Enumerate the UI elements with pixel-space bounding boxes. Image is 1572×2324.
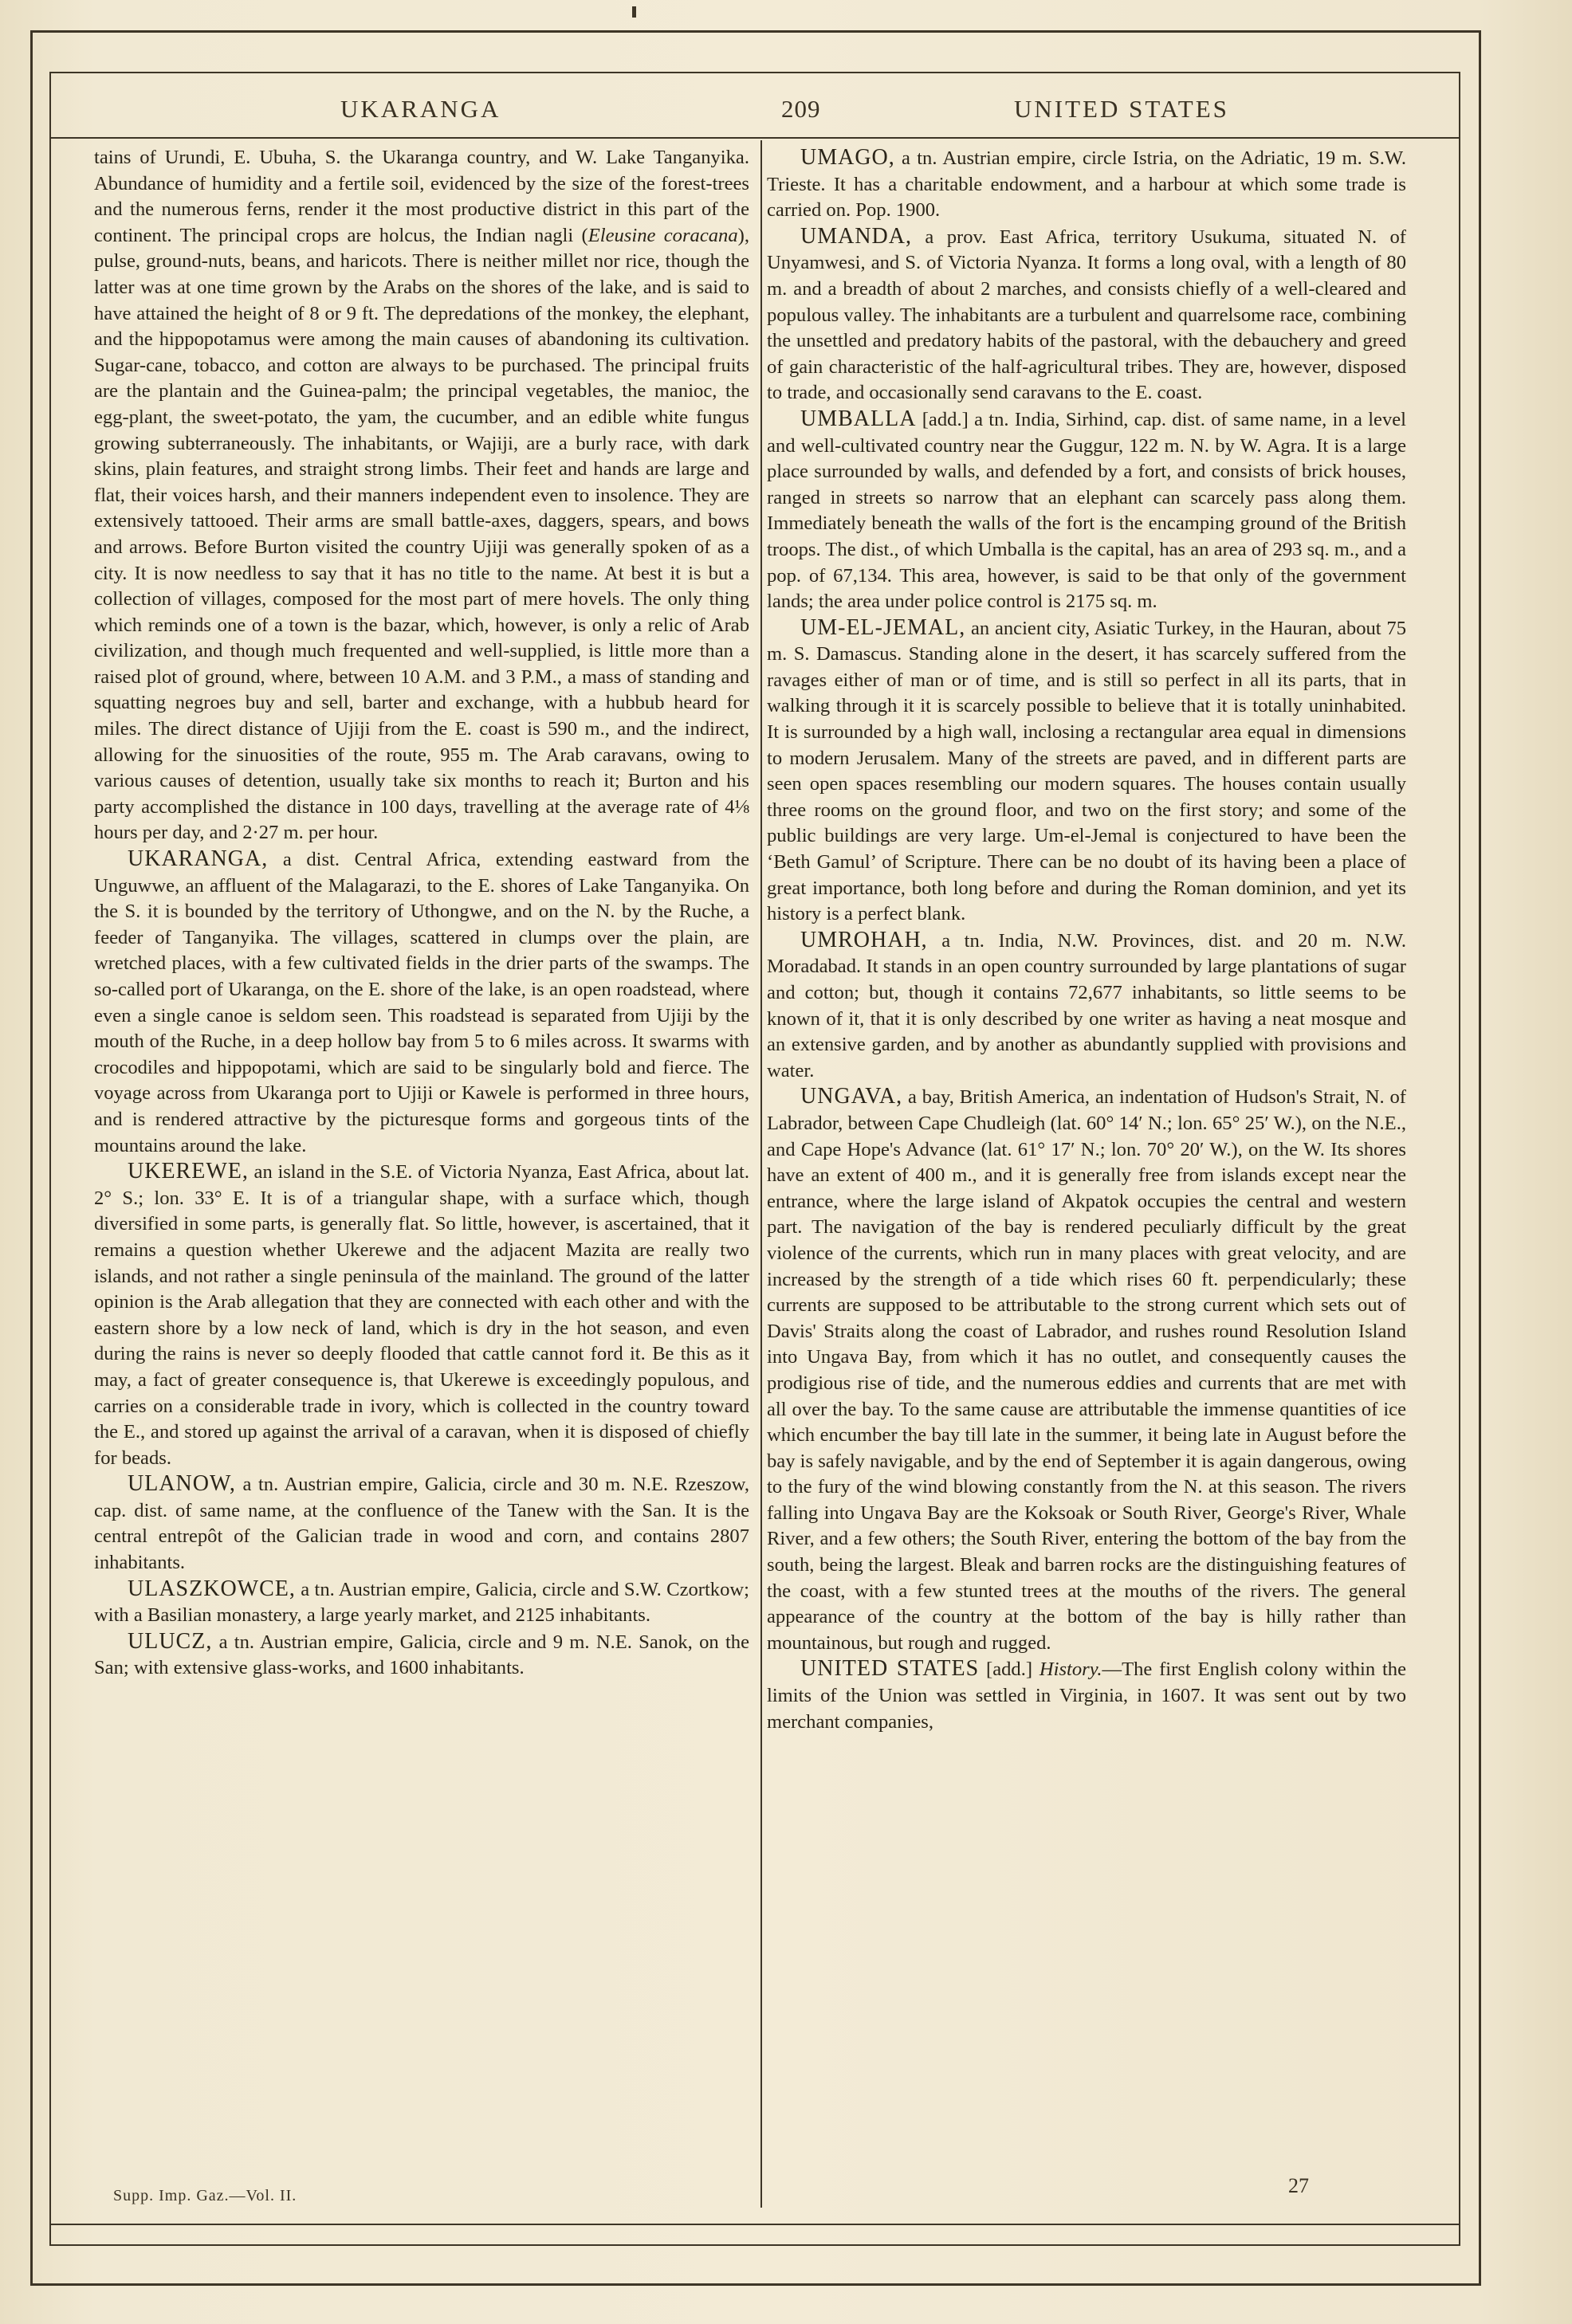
entry-umballa: UMBALLA [add.] a tn. India, Sirhind, cap. dist. of same name, in a level and well-cultivated country near the Guggur, 122 m. N. by W. Agra. It is a large place surrounded by walls, and defended by a fort, and consists of brick houses, ranged in streets so narrow that an elephant can scarcely pass along them. Immediately beneath the walls of the fort is the encamping ground of the British troops. The dist., of which Umballa is the capital, has an area of 293 sq. m., and a pop. of 67,134. This area, however, is said to be that only of the government lands; the area under police control is 2175 sq. m. — [767, 406, 1406, 613]
entry-ulanow: ULANOW, a tn. Austrian empire, Galicia, circle and 30 m. N.E. Rzeszow, cap. dist. of same name, at the confluence of the Tanew with the San. It is the central entrepôt of the Galician trade in wood and corn, and contains 2807 inhabitants. — [94, 1471, 749, 1574]
entry-umanda: UMANDA, a prov. East Africa, territory Usukuma, situated N. of Unyamwesi, and S. of Victoria Nyanza. It forms a long oval, with a length of 80 m. and a breadth of about 2 marches, and consists chiefly of a well-cleared and populous valley. The inhabitants are a turbulent and quarrelsome race, combining the unsettled and predatory habits of the pastoral, with the debauchery and greed of gain characteristic of the half-agricultural tribes. They are, however, disposed to trade, and occasionally send caravans to the E. coast. — [767, 223, 1406, 404]
continued-entry: tains of Urundi, E. Ubuha, S. the Ukaranga country, and W. Lake Tanganyika. Abundance of humidity and a fertile soil, evidenced by the size of the forest-trees and the numerous ferns, render it the most productive district in this part of the continent. The principal crops are holcus, the Indian nagli (Eleusine coracana), pulse, ground-nuts, beans, and haricots. There is neither millet nor rice, though the latter was at one time grown by the Arabs on the shores of the lake, and is said to have attained the height of 8 or 9 ft. The depredations of the monkey, the elephant, and the hippopotamus were among the main causes of abandoning its cultivation. Sugar-cane, tobacco, and cotton are always to be purchased. The principal fruits are the plantain and the Guinea-palm; the principal vegetables, the manioc, the egg-plant, the sweet-potato, the yam, the cucumber, and an edible white fungus growing subterraneously. The inhabitants, or Wajiji, are a burly race, with dark skins, plain features, and straight strong limbs. Their feet and hands are large and flat, their voices harsh, and their manners independent even to insolence. They are extensively tattooed. Their arms are small battle-axes, daggers, spears, and bows and arrows. Before Burton visited the country Ujiji was generally spoken of as a city. It is now needless to say that it has no title to the name. At best it is but a collection of villages, composed for the most part of mere hovels. The only thing which reminds one of a town is the bazar, which, however, is only a relic of Arab civilization, and though much frequented and well-supplied, is little more than a raised plot of ground, where, between 10 A.M. and 3 P.M., a mass of standing and squatting negroes buy and sell, barter and exchange, with a hubbub heard for miles. The direct distance of Ujiji from the E. coast is 590 m., and the indirect, allowing for the sinuosities of the route, 955 m. The Arab caravans, owing to various causes of detention, usually take six months to reach it; Burton and his party accomplished the distance in 100 days, travelling at the average rate of 4⅛ hours per day, and 2·27 m. per hour. — [94, 147, 749, 844]
entry-ulucz: ULUCZ, a tn. Austrian empire, Galicia, circle and 9 m. N.E. Sanok, on the San; with extensive glass-works, and 1600 inhabitants. — [94, 1628, 749, 1679]
headword: UKARANGA, — [128, 846, 269, 872]
entry-ulaszkowce: ULASZKOWCE, a tn. Austrian empire, Galicia, circle and S.W. Czortkow; with a Basilian monastery, a large yearly market, and 2125 inhabitants. — [94, 1576, 749, 1627]
headword: UMROHAH, — [800, 927, 928, 952]
column-divider — [760, 140, 762, 2208]
entry-ukaranga: UKARANGA, a dist. Central Africa, extending eastward from the Unguwwe, an affluent of the Malagarazi, to the E. shores of Lake Tanganyika. On the S. it is bounded by the territory of Uthongwe, and on the N. by the Ruche, a feeder of Tanganyika. The villages, scattered in clumps over the plain, are wretched places, with a few cultivated fields in the drier parts of the swamps. The so-called port of Ukaranga, on the E. shore of the lake, is an open roadstead, where even a single canoe is seldom seen. This roadstead is separated from Ujiji by the mouth of the Ruche, in a deep hollow bay from 5 to 6 miles across. It swarms with crocodiles and hippopotami, which are said to be singularly bold and fierce. The voyage across from Ukaranga port to Ujiji or Kawele is performed in three hours, and is rendered attractive by the picturesque forms and gorgeous tints of the mountains around the lake. — [94, 846, 749, 1156]
signature-number: 27 — [1288, 2174, 1309, 2197]
entry-ukerewe: UKEREWE, an island in the S.E. of Victoria Nyanza, East Africa, about lat. 2° S.; lon. 33° E. It is of a triangular shape, with a surface which, though diversified in some parts, is generally flat. So little, however, is ascertained, that it remains a question whether Ukerewe and the adjacent Mazita are really two islands, and not rather a single peninsula of the mainland. The ground of the latter opinion is the Arab allegation that they are connected with each other and with the eastern shore by a low neck of land, which is dry in the hot season, and even during the rains is never so deeply flooded that cattle cannot ford it. Be this as it may, a fact of greater consequence is, that Ukerewe is exceedingly populous, and carries on a considerable trade in ivory, which is collected in the country toward the E., and stored up against the arrival of a caravan, when it is disposed of chiefly for beads. — [94, 1159, 749, 1469]
entry-um-el-jemal: UM-EL-JEMAL, an ancient city, Asiatic Turkey, in the Hauran, about 75 m. S. Damascus. Standing alone in the desert, it has scarcely suffered from the ravages either of man or of time, and is still so perfect in all its parts, that in walking through it it is scarcely possible to believe that it is totally uninhabited. It is surrounded by a high wall, inclosing a rectangular area equal in dimensions to modern Jerusalem. Many of the streets are paved, and in different parts are seen open spaces resembling our modern squares. The houses contain usually three rooms on the ground floor, and two on the first story; and some of the public buildings are very large. Um-el-Jemal is conjectured to have been the ‘Beth Gamul’ of Scripture. There can be no doubt of its having been a place of great importance, both long before and during the Roman dominion, and yet its history is a perfect blank. — [767, 614, 1406, 925]
entry-united-states: UNITED STATES [add.] History.—The first English colony within the limits of the Union was settled in Virginia, in 1607. It was sent out by two merchant companies, — [767, 1656, 1406, 1733]
headword: UNITED STATES — [800, 1656, 980, 1682]
headword: ULASZKOWCE, — [128, 1576, 296, 1601]
header-rule — [49, 137, 1460, 139]
left-column — [94, 145, 749, 1682]
entry-umago: UMAGO, a tn. Austrian empire, circle Istria, on the Adriatic, 19 m. S.W. Trieste. It has a charitable endowment, and a harbour at which some trade is carried on. Pop. 1900. — [767, 145, 1406, 222]
headword: UMBALLA — [800, 406, 917, 431]
headword: UKEREWE, — [128, 1159, 249, 1184]
running-header — [49, 89, 1460, 129]
entry-ungava: UNGAVA, a bay, British America, an indentation of Hudson's Strait, N. of Labrador, between Cape Chudleigh (lat. 60° 14′ N.; lon. 65° 25′ W.), on the N.E., and Cape Hope's Advance (lat. 61° 17′ N.; lon. 70° 20′ W.), on the W. Its shores have an extent of 400 m., and it is generally free from islands except near the entrance, where the large island of Akpatok occupies the central and western part. The navigation of the bay is rendered peculiarly difficult by the great violence of the currents, which run in many places with great velocity, and are increased by the strength of a tide which rises 60 ft. perpendicularly; these currents are supposed to be attributable to the strong current which sets out of Davis' Straits along the coast of Labrador, and rushes round Resolution Island into Ungava Bay, from which it has no outlet, and consequently causes the prodigious rise of tide, and the numerous eddies and currents that are met with all over the bay. To the same cause are attributable the immense quantities of ice which encumber the bay till late in the summer, it being late in August before the bay is safely navigable, and by the end of September it is again dangerous, owing to the fury of the wind blowing constantly from the N. at this season. The rivers falling into Ungava Bay are the Koksoak or South River, George's River, Whale River, and a few others; the South River, entering the bottom of the bay from the south, being the largest. Bleak and barren rocks are the distinguishing features of the coast, with a few stunted trees at the mouths of the rivers. The general appearance of the country at the bottom of the bay is hilly rather than mountainous, but rough and rugged. — [767, 1084, 1406, 1654]
headword: UM-EL-JEMAL, — [800, 614, 966, 640]
headword: ULANOW, — [128, 1471, 236, 1497]
headword: UNGAVA, — [800, 1084, 903, 1109]
ink-speck — [632, 6, 636, 18]
headword: UMANDA, — [800, 223, 912, 249]
right-column — [767, 145, 1406, 1735]
entry-umrohah: UMROHAH, a tn. India, N.W. Provinces, dist. and 20 m. N.W. Moradabad. It stands in an open country surrounded by large plantations of sugar and cotton; but, though it contains 72,677 inhabitants, so little seems to be known of it, that it is only described by one writer as having a neat mosque and an extensive garden, and by another as abundantly supplied with provisions and water. — [767, 927, 1406, 1082]
headword: UMAGO, — [800, 145, 895, 170]
header-left-word: UKARANGA — [340, 95, 501, 123]
signature-line: Supp. Imp. Gaz.—Vol. II. — [113, 2187, 297, 2204]
header-right-word: UNITED STATES — [1014, 95, 1229, 123]
page-number: 209 — [781, 95, 821, 123]
bottom-rule — [49, 2224, 1460, 2225]
headword: ULUCZ, — [128, 1628, 213, 1654]
